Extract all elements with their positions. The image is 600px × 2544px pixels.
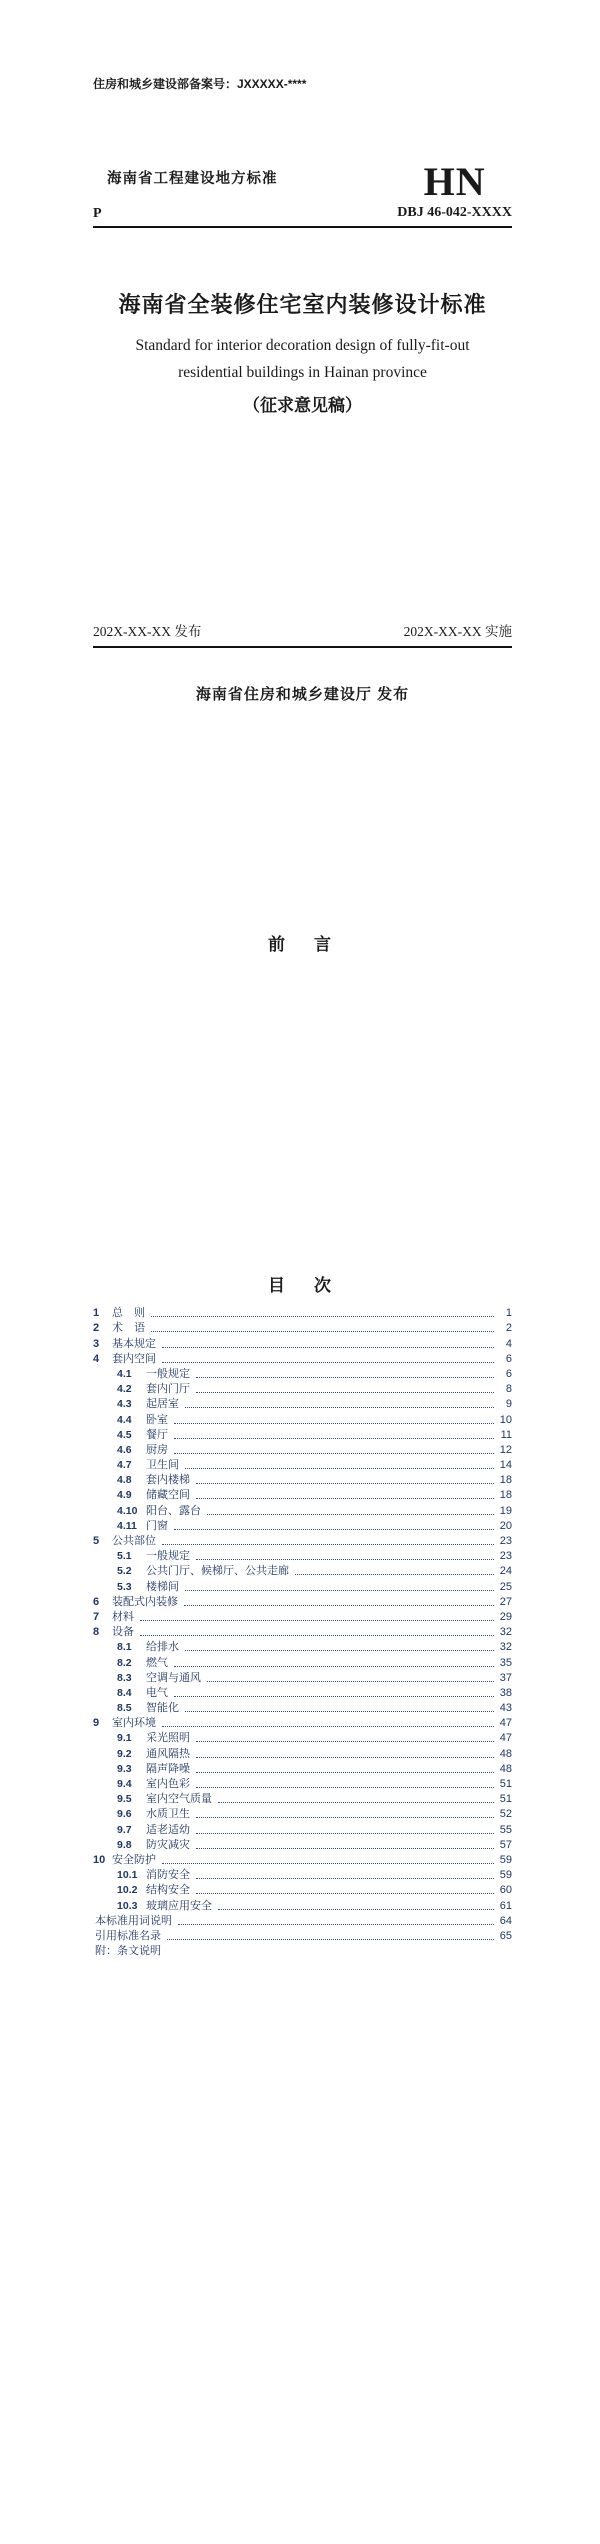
toc-item[interactable]: [93, 1745, 512, 1760]
toc-item[interactable]: [93, 1867, 512, 1882]
toc-item-number: 4.5: [117, 1428, 132, 1441]
toc-item-label: 水质卫生: [146, 1808, 190, 1821]
toc-item[interactable]: [93, 1533, 512, 1548]
toc-page: [0, 1273, 600, 1958]
issue-date: 202X-XX-XX 发布: [93, 624, 202, 639]
toc-dot-leader: [174, 1529, 494, 1530]
toc-item-label: 隔声降噪: [146, 1762, 190, 1775]
toc-item-number: 8: [93, 1626, 100, 1639]
toc-dot-leader: [185, 1590, 494, 1591]
toc-item-page: 1: [505, 1307, 512, 1320]
toc-item[interactable]: [93, 1472, 512, 1487]
toc-item[interactable]: [93, 1943, 512, 1958]
toc-item[interactable]: [93, 1457, 512, 1472]
toc-item-label: 楼梯间: [146, 1580, 179, 1593]
implement-date: 202X-XX-XX 实施: [403, 624, 512, 639]
toc-item-label: 餐厅: [146, 1428, 168, 1441]
toc-item-page: 6: [505, 1352, 512, 1365]
toc-item-page: 43: [499, 1702, 512, 1715]
toc-item[interactable]: [93, 1624, 512, 1639]
toc-dot-leader: [151, 1316, 494, 1317]
toc-item-page: 6: [505, 1367, 512, 1380]
toc-item[interactable]: [93, 1578, 512, 1593]
toc-item-number: 5.2: [117, 1565, 132, 1578]
toc-item-number: 5: [93, 1535, 100, 1547]
publisher: 海南省住房和城乡建设厅 发布: [195, 686, 410, 703]
toc-dot-leader: [140, 1635, 494, 1636]
toc-item-number: 9.3: [117, 1762, 132, 1775]
toc-dot-leader: [196, 1893, 494, 1894]
toc-item[interactable]: [93, 1594, 512, 1609]
toc-item-label: 电气: [146, 1686, 168, 1699]
foreword-page: [0, 932, 600, 957]
toc-item-number: 5.1: [117, 1550, 132, 1563]
toc-item-page: 23: [499, 1550, 512, 1563]
toc-item-page: 47: [499, 1717, 512, 1730]
toc-dot-leader: [196, 1559, 494, 1560]
filing-number: 住房和城乡建设部备案号：JXXXXX-****: [93, 77, 307, 91]
toc-dot-leader: [207, 1681, 494, 1682]
toc-dot-leader: [174, 1696, 494, 1697]
toc-item-label: 室内空气质量: [146, 1793, 212, 1806]
toc-item-number: 4.3: [117, 1398, 132, 1411]
toc-item[interactable]: [93, 1502, 512, 1517]
toc-dot-leader: [140, 1620, 494, 1621]
toc-item-label: 阳台、露台: [146, 1504, 201, 1517]
toc-item-page: 48: [499, 1762, 512, 1775]
page-title-english: [93, 332, 512, 386]
toc-item-page: 2: [505, 1322, 512, 1335]
toc-item[interactable]: [93, 1791, 512, 1806]
toc-item-page: 35: [499, 1656, 512, 1669]
toc-item[interactable]: [93, 1381, 512, 1396]
toc-item[interactable]: [93, 1730, 512, 1745]
toc-item-number: 8.4: [117, 1686, 132, 1699]
toc-item-number: 10.2: [117, 1884, 138, 1897]
toc-item-page: 60: [499, 1884, 512, 1897]
toc-item-page: 65: [499, 1929, 512, 1942]
toc-item-page: 27: [499, 1595, 512, 1608]
toc-item-number: 9: [93, 1717, 100, 1730]
page-title-english-line2: residential buildings in Hainan province: [178, 364, 427, 381]
draft-note: （征求意见稿）: [243, 396, 362, 415]
toc-item-label: 空调与通风: [146, 1671, 201, 1684]
toc-item-page: 12: [499, 1443, 512, 1456]
toc-item-page: 18: [499, 1474, 512, 1487]
toc-item-number: 9.8: [117, 1838, 132, 1851]
toc-item[interactable]: [93, 1685, 512, 1700]
toc-dot-leader: [185, 1407, 494, 1408]
standard-type-label: 海南省工程建设地方标准: [107, 171, 278, 187]
toc-item-page: 64: [499, 1914, 512, 1927]
toc-item-label: 公共门厅、候梯厅、公共走廊: [146, 1565, 289, 1578]
toc-item-number: 9.1: [117, 1732, 132, 1745]
toc-item-label: 一般规定: [146, 1367, 190, 1380]
toc-item[interactable]: [93, 1609, 512, 1624]
cover-header: [93, 159, 512, 222]
toc-dot-leader: [196, 1392, 494, 1393]
toc-dot-leader: [185, 1468, 494, 1469]
toc-dot-leader: [218, 1802, 494, 1803]
toc-item[interactable]: [93, 1821, 512, 1836]
toc-dot-leader: [167, 1939, 494, 1940]
toc-item-number: 4: [93, 1352, 100, 1365]
toc-item-label: 公共部位: [112, 1535, 156, 1547]
toc-dot-leader: [162, 1726, 494, 1727]
toc-item[interactable]: [93, 1366, 512, 1381]
toc-item-label: 燃气: [146, 1656, 168, 1669]
toc-dot-leader: [196, 1878, 494, 1879]
toc-item-label: 结构安全: [146, 1884, 190, 1897]
toc-item-label: 通风隔热: [146, 1747, 190, 1760]
toc-item[interactable]: [93, 1442, 512, 1457]
toc-dot-leader: [196, 1787, 494, 1788]
toc-dot-leader: [196, 1498, 494, 1499]
toc-item-page: 23: [499, 1535, 512, 1547]
toc-item-number: 4.7: [117, 1459, 132, 1472]
toc-dot-leader: [162, 1347, 494, 1348]
toc-item[interactable]: [93, 1396, 512, 1411]
footer-rule: [93, 646, 512, 648]
toc-item-page: 57: [499, 1838, 512, 1851]
toc-item[interactable]: [93, 1806, 512, 1821]
toc-item-label: 消防安全: [146, 1869, 190, 1882]
toc-item-label: 装配式内装修: [112, 1595, 178, 1608]
toc-item-number: 4.1: [117, 1367, 132, 1380]
toc-dot-leader: [196, 1833, 494, 1834]
toc-item-label: 安全防护: [112, 1853, 156, 1866]
toc-item-page: 18: [499, 1489, 512, 1502]
toc-item-number: 8.5: [117, 1702, 132, 1715]
toc-item-number: 9.7: [117, 1823, 132, 1836]
toc-item-number: 4.2: [117, 1383, 132, 1396]
toc-item-page: 29: [499, 1610, 512, 1623]
toc-item-label: 储藏空间: [146, 1489, 190, 1502]
toc-dot-leader: [196, 1772, 494, 1773]
toc-dot-leader: [196, 1848, 494, 1849]
toc-item-label: 套内楼梯: [146, 1474, 190, 1487]
toc-dot-leader: [196, 1757, 494, 1758]
toc-item-label: 玻璃应用安全: [146, 1899, 212, 1912]
toc-item-page: 55: [499, 1823, 512, 1836]
page-title-english-line1: Standard for interior decoration design of fully-fit-out: [135, 337, 470, 354]
toc-item-label: 门窗: [146, 1519, 168, 1532]
toc-dot-leader: [207, 1514, 494, 1515]
toc-heading: 目 次: [268, 1276, 337, 1295]
toc-item-page: 32: [499, 1626, 512, 1639]
toc-item-label: 智能化: [146, 1702, 179, 1715]
toc-item-number: 4.6: [117, 1443, 132, 1456]
toc-item[interactable]: [93, 1335, 512, 1350]
toc-item-label: 术 语: [112, 1322, 145, 1335]
toc-item-label: 给排水: [146, 1641, 179, 1654]
toc-item-page: 48: [499, 1747, 512, 1760]
toc-item-page: 19: [499, 1504, 512, 1517]
toc-item-page: 8: [505, 1383, 512, 1396]
toc-item[interactable]: [93, 1487, 512, 1502]
toc-item-number: 9.4: [117, 1778, 132, 1790]
toc-item[interactable]: [93, 1852, 512, 1867]
toc-item-number: 6: [93, 1595, 100, 1608]
toc-item-page: 47: [499, 1732, 512, 1745]
toc-item-label: 起居室: [146, 1398, 179, 1411]
toc-item-label: 材料: [112, 1610, 134, 1623]
toc-item-page: 61: [499, 1899, 512, 1912]
toc-item[interactable]: [93, 1776, 512, 1791]
toc-dot-leader: [295, 1574, 494, 1575]
cover-page: [0, 0, 600, 706]
toc-item-page: 4: [505, 1337, 512, 1350]
toc-dot-leader: [185, 1650, 494, 1651]
toc-dot-leader: [185, 1711, 494, 1712]
toc-item-number: 4.8: [117, 1474, 132, 1487]
toc-item-page: 24: [499, 1565, 512, 1578]
toc-item-number: 10.1: [117, 1869, 138, 1882]
toc-dot-leader: [196, 1483, 494, 1484]
toc-dot-leader: [196, 1377, 494, 1378]
toc-item-label: 适老适幼: [146, 1823, 190, 1836]
toc-item-page: 51: [499, 1793, 512, 1806]
p-mark: P: [93, 206, 102, 221]
toc-item-number: 3: [93, 1337, 100, 1350]
toc-item-page: 52: [499, 1808, 512, 1821]
toc-item[interactable]: [93, 1670, 512, 1685]
toc-item[interactable]: [93, 1837, 512, 1852]
toc-item[interactable]: [93, 1548, 512, 1563]
toc-item-label: 附：条文说明: [95, 1945, 161, 1958]
toc-dot-leader: [174, 1666, 494, 1667]
toc-item[interactable]: [93, 1518, 512, 1533]
toc-item-page: 20: [499, 1519, 512, 1532]
toc-item[interactable]: [93, 1654, 512, 1669]
foreword-heading: 前 言: [268, 935, 337, 954]
toc-dot-leader: [178, 1924, 494, 1925]
toc-item-label: 总 则: [112, 1307, 145, 1320]
toc-item-page: 10: [499, 1413, 512, 1426]
toc-item-label: 采光照明: [146, 1732, 190, 1745]
toc-item-number: 4.9: [117, 1489, 132, 1502]
toc-item-page: 9: [505, 1398, 512, 1411]
toc-item-number: 5.3: [117, 1580, 132, 1593]
toc-item[interactable]: [93, 1882, 512, 1897]
toc-dot-leader: [162, 1863, 494, 1864]
toc-item[interactable]: [93, 1897, 512, 1912]
toc-item[interactable]: [93, 1761, 512, 1776]
toc-item-label: 一般规定: [146, 1550, 190, 1563]
toc-item-page: 32: [499, 1641, 512, 1654]
dates-row: [93, 622, 512, 642]
toc-item-page: 25: [499, 1580, 512, 1593]
toc-item-number: 8.2: [117, 1656, 132, 1669]
toc-item-page: 14: [499, 1459, 512, 1472]
toc-dot-leader: [196, 1817, 494, 1818]
toc-item-label: 室内色彩: [146, 1778, 190, 1790]
toc-item[interactable]: [93, 1411, 512, 1426]
toc-dot-leader: [218, 1909, 494, 1910]
toc-item-label: 基本规定: [112, 1337, 156, 1350]
toc-item-label: 室内环境: [112, 1717, 156, 1730]
toc-item[interactable]: [93, 1639, 512, 1654]
toc-list: [93, 1305, 512, 1958]
toc-item-page: 38: [499, 1686, 512, 1699]
toc-item[interactable]: [93, 1700, 512, 1715]
toc-dot-leader: [174, 1438, 494, 1439]
toc-item[interactable]: [93, 1320, 512, 1335]
toc-item-label: 厨房: [146, 1443, 168, 1456]
toc-item-number: 9.6: [117, 1808, 132, 1821]
header-rule: [93, 226, 512, 228]
toc-item-label: 套内空间: [112, 1352, 156, 1365]
hn-logo: HN: [423, 159, 486, 204]
toc-item[interactable]: [93, 1305, 512, 1320]
toc-item[interactable]: [93, 1563, 512, 1578]
page-title: 海南省全装修住宅室内装修设计标准: [118, 292, 487, 317]
toc-dot-leader: [174, 1423, 494, 1424]
toc-dot-leader: [196, 1741, 494, 1742]
toc-dot-leader: [151, 1331, 494, 1332]
toc-item-number: 10.3: [117, 1899, 138, 1912]
toc-item[interactable]: [93, 1928, 512, 1943]
toc-item-number: 2: [93, 1322, 100, 1335]
toc-item-number: 7: [93, 1610, 100, 1623]
toc-item-number: 4.4: [117, 1413, 132, 1426]
toc-dot-leader: [162, 1362, 494, 1363]
toc-item-label: 设备: [112, 1626, 134, 1639]
toc-item-label: 卧室: [146, 1413, 168, 1426]
toc-item-label: 卫生间: [146, 1459, 179, 1472]
toc-item-label: 本标准用词说明: [95, 1914, 172, 1927]
toc-item-page: 37: [499, 1671, 512, 1684]
toc-item-number: 8.3: [117, 1671, 132, 1684]
toc-item[interactable]: [93, 1351, 512, 1366]
toc-dot-leader: [184, 1605, 494, 1606]
toc-item-label: 套内门厅: [146, 1383, 190, 1396]
standard-code: DBJ 46-042-XXXX: [397, 205, 512, 220]
toc-item-number: 9.2: [117, 1747, 132, 1760]
toc-item-number: 9.5: [117, 1793, 132, 1806]
toc-item[interactable]: [93, 1913, 512, 1928]
toc-item-number: 4.10: [117, 1504, 138, 1517]
toc-item-page: 59: [499, 1853, 512, 1866]
toc-dot-leader: [162, 1544, 494, 1545]
toc-item[interactable]: [93, 1715, 512, 1730]
toc-item[interactable]: [93, 1427, 512, 1442]
toc-item-page: 51: [499, 1778, 512, 1790]
toc-dot-leader: [174, 1453, 494, 1454]
toc-item-number: 1: [93, 1307, 100, 1320]
toc-item-label: 引用标准名录: [95, 1929, 161, 1942]
toc-item-number: 4.11: [117, 1519, 137, 1532]
toc-item-number: 8.1: [117, 1641, 132, 1654]
toc-item-page: 11: [500, 1428, 512, 1441]
toc-item-number: 10: [93, 1853, 106, 1866]
toc-item-page: 59: [499, 1869, 512, 1882]
toc-item-label: 防灾减灾: [146, 1838, 190, 1851]
